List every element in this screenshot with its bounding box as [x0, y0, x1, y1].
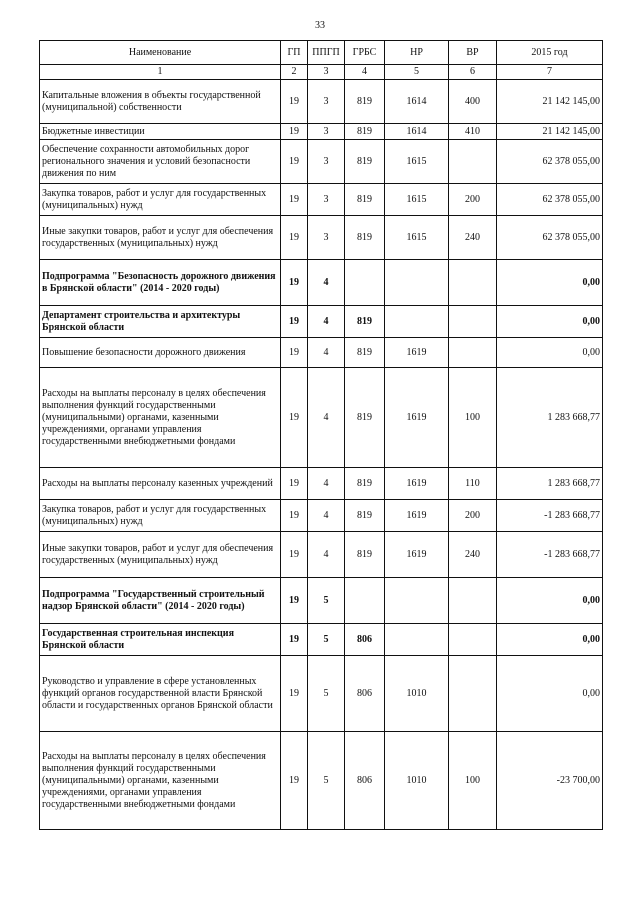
cell-nr: 1619 [385, 468, 449, 500]
column-number: 7 [497, 65, 603, 80]
cell-vr: 400 [449, 80, 497, 124]
cell-amount: 0,00 [497, 338, 603, 368]
table-row [40, 368, 603, 468]
cell-gp: 19 [281, 656, 308, 732]
cell-ppgp: 4 [308, 532, 345, 578]
cell-nr: 1614 [385, 80, 449, 124]
cell-name: Расходы на выплаты персоналу в целях обеспечения выполнения функций государственными (муниципальными) органами, казенными учреждениями, органами управления государственными внебюджетными фондами [40, 732, 281, 830]
cell-name: Департамент строительства и архитектуры Брянской области [40, 306, 281, 338]
cell-vr: 200 [449, 500, 497, 532]
cell-nr: 1615 [385, 140, 449, 184]
cell-gp: 19 [281, 368, 308, 468]
cell-nr [385, 578, 449, 624]
cell-grbs: 819 [345, 216, 385, 260]
cell-vr [449, 624, 497, 656]
cell-vr [449, 656, 497, 732]
cell-amount: 1 283 668,77 [497, 468, 603, 500]
cell-amount: -1 283 668,77 [497, 532, 603, 578]
table-row [40, 124, 603, 140]
cell-ppgp: 3 [308, 124, 345, 140]
cell-ppgp: 4 [308, 260, 345, 306]
cell-name: Закупка товаров, работ и услуг для государственных (муниципальных) нужд [40, 500, 281, 532]
header-row [40, 41, 603, 65]
table-row [40, 260, 603, 306]
cell-vr: 240 [449, 532, 497, 578]
cell-gp: 19 [281, 500, 308, 532]
cell-vr: 100 [449, 368, 497, 468]
cell-grbs: 819 [345, 80, 385, 124]
cell-ppgp: 5 [308, 732, 345, 830]
cell-name: Иные закупки товаров, работ и услуг для обеспечения государственных (муниципальных) нужд [40, 216, 281, 260]
cell-grbs: 819 [345, 368, 385, 468]
column-number: 2 [281, 65, 308, 80]
cell-nr: 1619 [385, 368, 449, 468]
cell-amount: 62 378 055,00 [497, 184, 603, 216]
cell-vr: 100 [449, 732, 497, 830]
cell-vr [449, 260, 497, 306]
cell-vr [449, 338, 497, 368]
cell-amount: 0,00 [497, 624, 603, 656]
table-row [40, 80, 603, 124]
header-name: Наименование [40, 41, 281, 65]
cell-nr: 1615 [385, 216, 449, 260]
cell-nr: 1010 [385, 656, 449, 732]
table-body [40, 80, 603, 830]
header-grbs: ГРБС [345, 41, 385, 65]
cell-grbs: 806 [345, 624, 385, 656]
cell-name: Обеспечение сохранности автомобильных дорог регионального значения и условий безопасности движения по ним [40, 140, 281, 184]
cell-gp: 19 [281, 338, 308, 368]
cell-ppgp: 4 [308, 368, 345, 468]
cell-grbs: 819 [345, 500, 385, 532]
cell-nr [385, 624, 449, 656]
cell-amount: 0,00 [497, 306, 603, 338]
cell-ppgp: 3 [308, 80, 345, 124]
cell-gp: 19 [281, 468, 308, 500]
cell-name: Капитальные вложения в объекты государственной (муниципальной) собственности [40, 80, 281, 124]
cell-grbs: 819 [345, 338, 385, 368]
cell-grbs: 806 [345, 656, 385, 732]
cell-amount: 62 378 055,00 [497, 140, 603, 184]
table-row [40, 578, 603, 624]
cell-ppgp: 5 [308, 578, 345, 624]
cell-nr: 1010 [385, 732, 449, 830]
cell-ppgp: 3 [308, 216, 345, 260]
table-row [40, 306, 603, 338]
cell-gp: 19 [281, 140, 308, 184]
cell-name: Закупка товаров, работ и услуг для государственных (муниципальных) нужд [40, 184, 281, 216]
column-number: 5 [385, 65, 449, 80]
cell-nr: 1615 [385, 184, 449, 216]
column-number: 6 [449, 65, 497, 80]
cell-amount: 21 142 145,00 [497, 80, 603, 124]
cell-ppgp: 3 [308, 184, 345, 216]
table-row [40, 216, 603, 260]
cell-amount: -1 283 668,77 [497, 500, 603, 532]
cell-gp: 19 [281, 532, 308, 578]
cell-name: Бюджетные инвестиции [40, 124, 281, 140]
cell-gp: 19 [281, 260, 308, 306]
cell-name: Расходы на выплаты персоналу казенных учреждений [40, 468, 281, 500]
column-number: 3 [308, 65, 345, 80]
cell-grbs: 819 [345, 532, 385, 578]
cell-nr [385, 260, 449, 306]
table-row [40, 732, 603, 830]
header-gp: ГП [281, 41, 308, 65]
cell-gp: 19 [281, 124, 308, 140]
cell-gp: 19 [281, 732, 308, 830]
table-row [40, 532, 603, 578]
cell-gp: 19 [281, 216, 308, 260]
cell-ppgp: 4 [308, 338, 345, 368]
cell-name: Руководство и управление в сфере установленных функций органов государственной власти Брянской области и государственных органов Брянской области [40, 656, 281, 732]
header-vr: ВР [449, 41, 497, 65]
header-year: 2015 год [497, 41, 603, 65]
cell-grbs: 819 [345, 306, 385, 338]
cell-grbs: 819 [345, 184, 385, 216]
cell-gp: 19 [281, 624, 308, 656]
cell-vr [449, 578, 497, 624]
cell-ppgp: 5 [308, 656, 345, 732]
cell-ppgp: 3 [308, 140, 345, 184]
cell-amount: 0,00 [497, 656, 603, 732]
cell-ppgp: 4 [308, 306, 345, 338]
cell-vr [449, 306, 497, 338]
cell-vr: 240 [449, 216, 497, 260]
cell-amount: 0,00 [497, 260, 603, 306]
table-row [40, 140, 603, 184]
cell-name: Государственная строительная инспекция Брянской области [40, 624, 281, 656]
cell-nr: 1614 [385, 124, 449, 140]
cell-vr: 410 [449, 124, 497, 140]
cell-grbs: 819 [345, 468, 385, 500]
cell-name: Иные закупки товаров, работ и услуг для обеспечения государственных (муниципальных) нужд [40, 532, 281, 578]
column-number-row [40, 65, 603, 80]
cell-ppgp: 4 [308, 468, 345, 500]
cell-name: Расходы на выплаты персоналу в целях обеспечения выполнения функций государственными (муниципальными) органами, казенными учреждениями, органами управления государственными внебюджетными фондами [40, 368, 281, 468]
cell-amount: -23 700,00 [497, 732, 603, 830]
table-row [40, 624, 603, 656]
cell-amount: 21 142 145,00 [497, 124, 603, 140]
cell-gp: 19 [281, 184, 308, 216]
cell-gp: 19 [281, 80, 308, 124]
cell-vr: 200 [449, 184, 497, 216]
cell-grbs: 819 [345, 124, 385, 140]
cell-grbs [345, 578, 385, 624]
table-row [40, 184, 603, 216]
header-ppgp: ППГП [308, 41, 345, 65]
budget-table [39, 40, 603, 830]
table-row [40, 338, 603, 368]
column-number: 1 [40, 65, 281, 80]
cell-grbs [345, 260, 385, 306]
cell-ppgp: 5 [308, 624, 345, 656]
cell-ppgp: 4 [308, 500, 345, 532]
cell-amount: 0,00 [497, 578, 603, 624]
page-number: 33 [315, 20, 325, 31]
cell-vr: 110 [449, 468, 497, 500]
cell-name: Подпрограмма "Безопасность дорожного движения в Брянской области" (2014 - 2020 годы) [40, 260, 281, 306]
table-row [40, 500, 603, 532]
header-nr: НР [385, 41, 449, 65]
cell-grbs: 819 [345, 140, 385, 184]
cell-grbs: 806 [345, 732, 385, 830]
cell-amount: 62 378 055,00 [497, 216, 603, 260]
cell-gp: 19 [281, 306, 308, 338]
cell-name: Повышение безопасности дорожного движения [40, 338, 281, 368]
table-row [40, 656, 603, 732]
cell-nr: 1619 [385, 500, 449, 532]
cell-vr [449, 140, 497, 184]
column-number: 4 [345, 65, 385, 80]
cell-nr: 1619 [385, 532, 449, 578]
cell-nr [385, 306, 449, 338]
cell-nr: 1619 [385, 338, 449, 368]
table-row [40, 468, 603, 500]
cell-gp: 19 [281, 578, 308, 624]
cell-name: Подпрограмма "Государственный строительный надзор Брянской области" (2014 - 2020 годы) [40, 578, 281, 624]
cell-amount: 1 283 668,77 [497, 368, 603, 468]
